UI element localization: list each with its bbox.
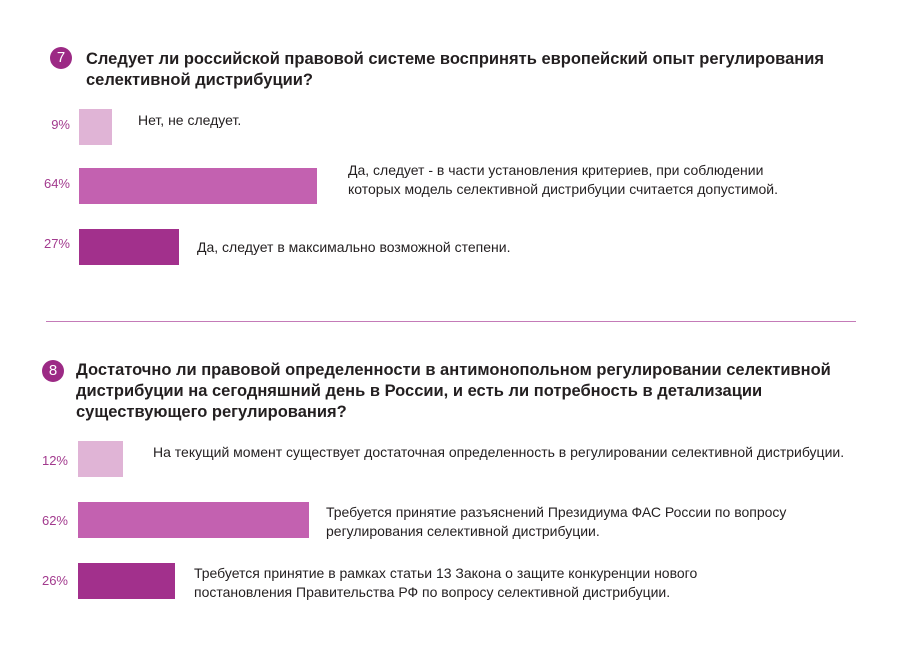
percent-label: 26% [41, 573, 68, 588]
answer-label: Да, следует в максимально возможной степени. [197, 239, 511, 255]
question-number-badge: 7 [50, 47, 72, 69]
answer-label: Да, следует - в части установления критериев, при соблюдении которых модель селективной дистрибуции считается допустимой. [348, 162, 778, 197]
bar [78, 563, 175, 599]
section-divider [46, 321, 856, 322]
answer-label: Требуется принятие в рамках статьи 13 Закона о защите конкуренции нового постановления Правительства РФ по вопросу селективной дистрибуции. [194, 565, 698, 600]
answer-label: Требуется принятие разъяснений Президиума ФАС России по вопросу регулирования селективной дистрибуции. [326, 504, 787, 539]
percent-label: 27% [43, 236, 70, 251]
question-title: Достаточно ли правовой определенности в антимонопольном регулировании селективной дистрибуции на сегодняшний день в России, и есть ли потребность в детализации существующего регулирования? [76, 361, 831, 421]
bar [78, 441, 123, 477]
percent-label: 12% [41, 453, 68, 468]
question-title: Следует ли российской правовой системе воспринять европейский опыт регулирования селективной дистрибуции? [86, 50, 825, 89]
bar [79, 168, 317, 204]
percent-label: 9% [51, 117, 70, 132]
answer-label: Нет, не следует. [138, 112, 242, 128]
answer-label: На текущий момент существует достаточная определенность в регулировании селективной дистрибуции. [153, 444, 845, 460]
question-number-badge: 8 [42, 360, 64, 382]
percent-label: 64% [43, 176, 70, 191]
bar [78, 502, 309, 538]
bar [79, 109, 112, 145]
percent-label: 62% [41, 513, 68, 528]
bar [79, 229, 179, 265]
